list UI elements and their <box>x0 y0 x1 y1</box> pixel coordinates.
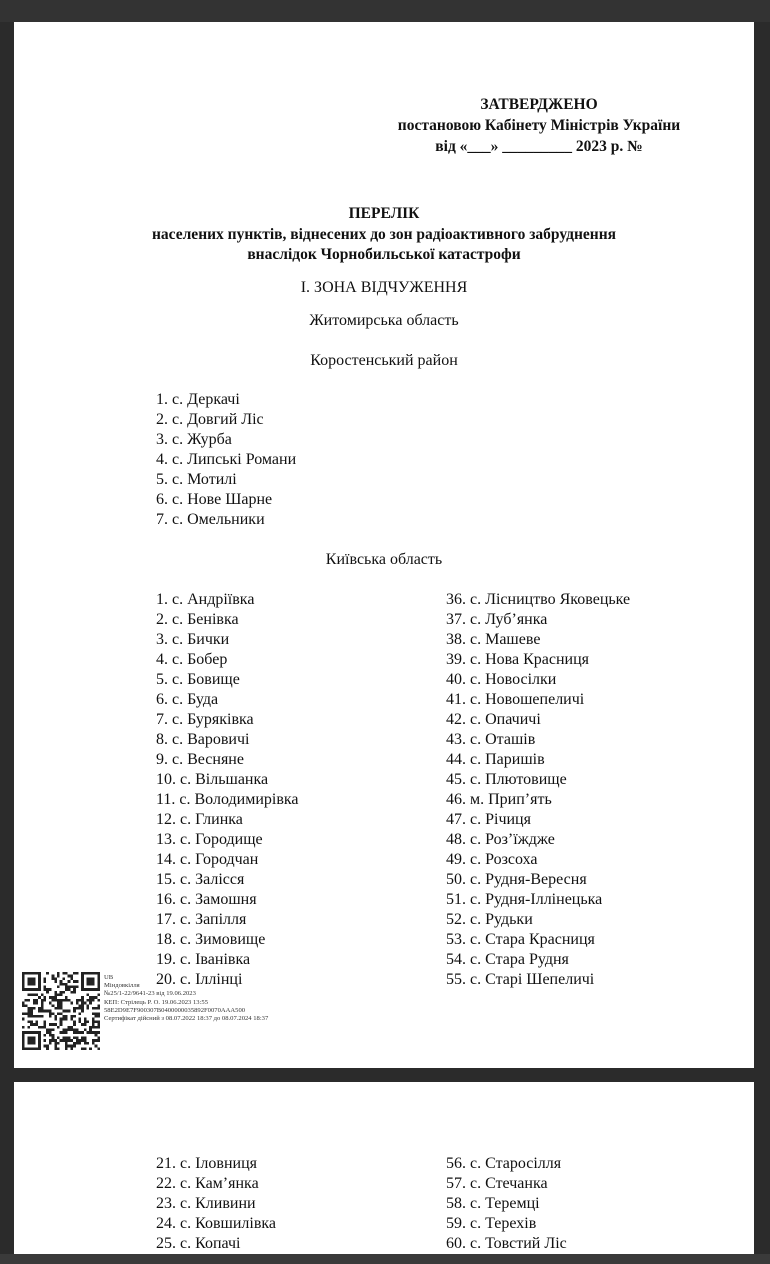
settlement-list-item: 58. с. Теремці <box>446 1195 540 1212</box>
electronic-signature-stamp <box>22 972 362 1052</box>
title-line-2: населених пунктів, віднесених до зон радіоактивного забруднення <box>151 225 617 243</box>
settlement-list-item: 7. с. Буряківка <box>156 711 254 728</box>
settlement-list-item: 20. с. Іллінці <box>156 971 243 988</box>
kyiv-settlement-list-right-continued <box>446 1154 567 1254</box>
title-line-1: ПЕРЕЛІК <box>348 205 420 222</box>
settlement-list-item: 44. с. Паришів <box>446 751 545 768</box>
signature-detail-line: КЕП: Стрілець Р. О. 19.06.2023 13:55 <box>104 998 209 1006</box>
settlement-list-item: 21. с. Іловниця <box>156 1155 258 1172</box>
settlement-list-item: 18. с. Зимовище <box>156 931 266 948</box>
viewer-top-bar <box>0 0 770 22</box>
settlement-list-item: 4. с. Бобер <box>156 651 228 668</box>
settlement-list-item: 37. с. Луб’янка <box>446 611 548 628</box>
settlement-list-item: 8. с. Варовичі <box>156 731 250 748</box>
signature-detail-line: UB <box>104 974 114 981</box>
settlement-list-item: 53. с. Стара Красниця <box>446 931 595 948</box>
settlement-list-item: 9. с. Весняне <box>156 751 244 768</box>
settlement-list-item: 45. с. Плютовище <box>446 771 567 788</box>
settlement-list-item: 36. с. Лісництво Яковецьке <box>446 591 631 608</box>
signature-detail-line: №25/1-22/9641-23 від 19.06.2023 <box>104 990 196 998</box>
settlement-list-item: 5. с. Бовище <box>156 671 240 688</box>
signature-detail-line: Сертифікат дійсний з 08.07.2022 18:37 до 08.07.2024 18:37 <box>104 1015 269 1023</box>
oblast-heading-kyiv: Київська область <box>325 551 443 568</box>
settlement-list-item: 17. с. Запілля <box>156 911 247 928</box>
viewer-bottom-bar <box>0 1254 770 1264</box>
settlement-list-item: 10. с. Вільшанка <box>156 771 269 788</box>
settlement-list-item: 50. с. Рудня-Вересня <box>446 871 587 888</box>
qr-code-icon <box>22 972 100 1050</box>
settlement-list-item: 1. с. Андріївка <box>156 591 255 608</box>
document-page-2 <box>14 1082 754 1254</box>
zone-heading: І. ЗОНА ВІДЧУЖЕННЯ <box>300 279 468 296</box>
kyiv-settlement-list-right <box>446 590 630 990</box>
settlement-list-item: 11. с. Володимирівка <box>156 791 299 808</box>
settlement-list-item: 2. с. Бенівка <box>156 611 239 628</box>
settlement-list-item: 6. с. Буда <box>156 691 219 708</box>
settlement-list-item: 5. с. Мотилі <box>156 471 237 488</box>
signature-detail-line: 58E2D9E7F900307B0400000035892F0070AAA500 <box>104 1006 246 1014</box>
settlement-list-item: 43. с. Оташів <box>446 731 536 748</box>
settlement-list-item: 15. с. Залісся <box>156 871 245 888</box>
settlement-list-item: 38. с. Машеве <box>446 631 541 648</box>
settlement-list-item: 42. с. Опачичі <box>446 711 541 728</box>
approval-block <box>374 94 704 157</box>
kyiv-settlement-list-left <box>156 590 299 990</box>
settlement-list-item: 23. с. Кливини <box>156 1195 256 1212</box>
document-page-1 <box>14 22 754 1068</box>
approved-date-line: від «___» _________ 2023 р. № <box>435 138 643 155</box>
signature-detail-line: Міндовкілля <box>104 982 140 990</box>
kyiv-settlement-list-left-continued <box>156 1154 276 1254</box>
settlement-list-item: 7. с. Омельники <box>156 511 265 528</box>
settlement-list-item: 12. с. Глинка <box>156 811 243 828</box>
settlement-list-item: 54. с. Стара Рудня <box>446 951 569 968</box>
settlement-list-item: 6. с. Нове Шарне <box>156 491 273 508</box>
title-line-3: внаслідок Чорнобильської катастрофи <box>247 246 521 263</box>
settlement-list-item: 48. с. Роз’їждже <box>446 831 555 848</box>
settlement-list-item: 3. с. Журба <box>156 431 232 448</box>
settlement-list-item: 47. с. Річиця <box>446 811 531 828</box>
district-heading-korosten: Коростенський район <box>310 352 458 369</box>
settlement-list-item: 59. с. Терехів <box>446 1215 537 1232</box>
settlement-list-item: 14. с. Городчан <box>156 851 259 868</box>
settlement-list-item: 3. с. Бички <box>156 631 230 648</box>
settlement-list-item: 2. с. Довгий Ліс <box>156 411 264 428</box>
settlement-list-item: 16. с. Замошня <box>156 891 257 908</box>
settlement-list-item: 4. с. Липські Романи <box>156 451 297 468</box>
settlement-list-item: 19. с. Іванівка <box>156 951 251 968</box>
approved-heading: ЗАТВЕРДЖЕНО <box>480 96 598 113</box>
settlement-list-item: 49. с. Розсоха <box>446 851 538 868</box>
settlement-list-item: 24. с. Ковшилівка <box>156 1215 277 1232</box>
settlement-list-item: 13. с. Городище <box>156 831 263 848</box>
settlement-list-item: 25. с. Копачі <box>156 1235 241 1252</box>
settlement-list-item: 56. с. Старосілля <box>446 1155 562 1172</box>
settlement-list-item: 57. с. Стечанка <box>446 1175 548 1192</box>
settlement-list-item: 41. с. Новошепеличі <box>446 691 585 708</box>
settlement-list-item: 60. с. Товстий Ліс <box>446 1235 567 1252</box>
signature-details <box>104 974 268 1023</box>
settlement-list-item: 22. с. Кам’янка <box>156 1175 259 1192</box>
oblast-heading-zhytomyr: Житомирська область <box>309 312 459 329</box>
settlement-list-item: 39. с. Нова Красниця <box>446 651 590 668</box>
zhytomyr-settlement-list <box>156 390 296 530</box>
settlement-list-item: 51. с. Рудня-Іллінецька <box>446 891 603 908</box>
settlement-list-item: 52. с. Рудьки <box>446 911 533 928</box>
settlement-list-item: 40. с. Новосілки <box>446 671 557 688</box>
settlement-list-item: 46. м. Прип’ять <box>446 791 552 808</box>
settlement-list-item: 55. с. Старі Шепеличі <box>446 971 595 988</box>
document-title <box>14 204 754 266</box>
approved-by: постановою Кабінету Міністрів України <box>397 117 681 134</box>
settlement-list-item: 1. с. Деркачі <box>156 391 240 408</box>
